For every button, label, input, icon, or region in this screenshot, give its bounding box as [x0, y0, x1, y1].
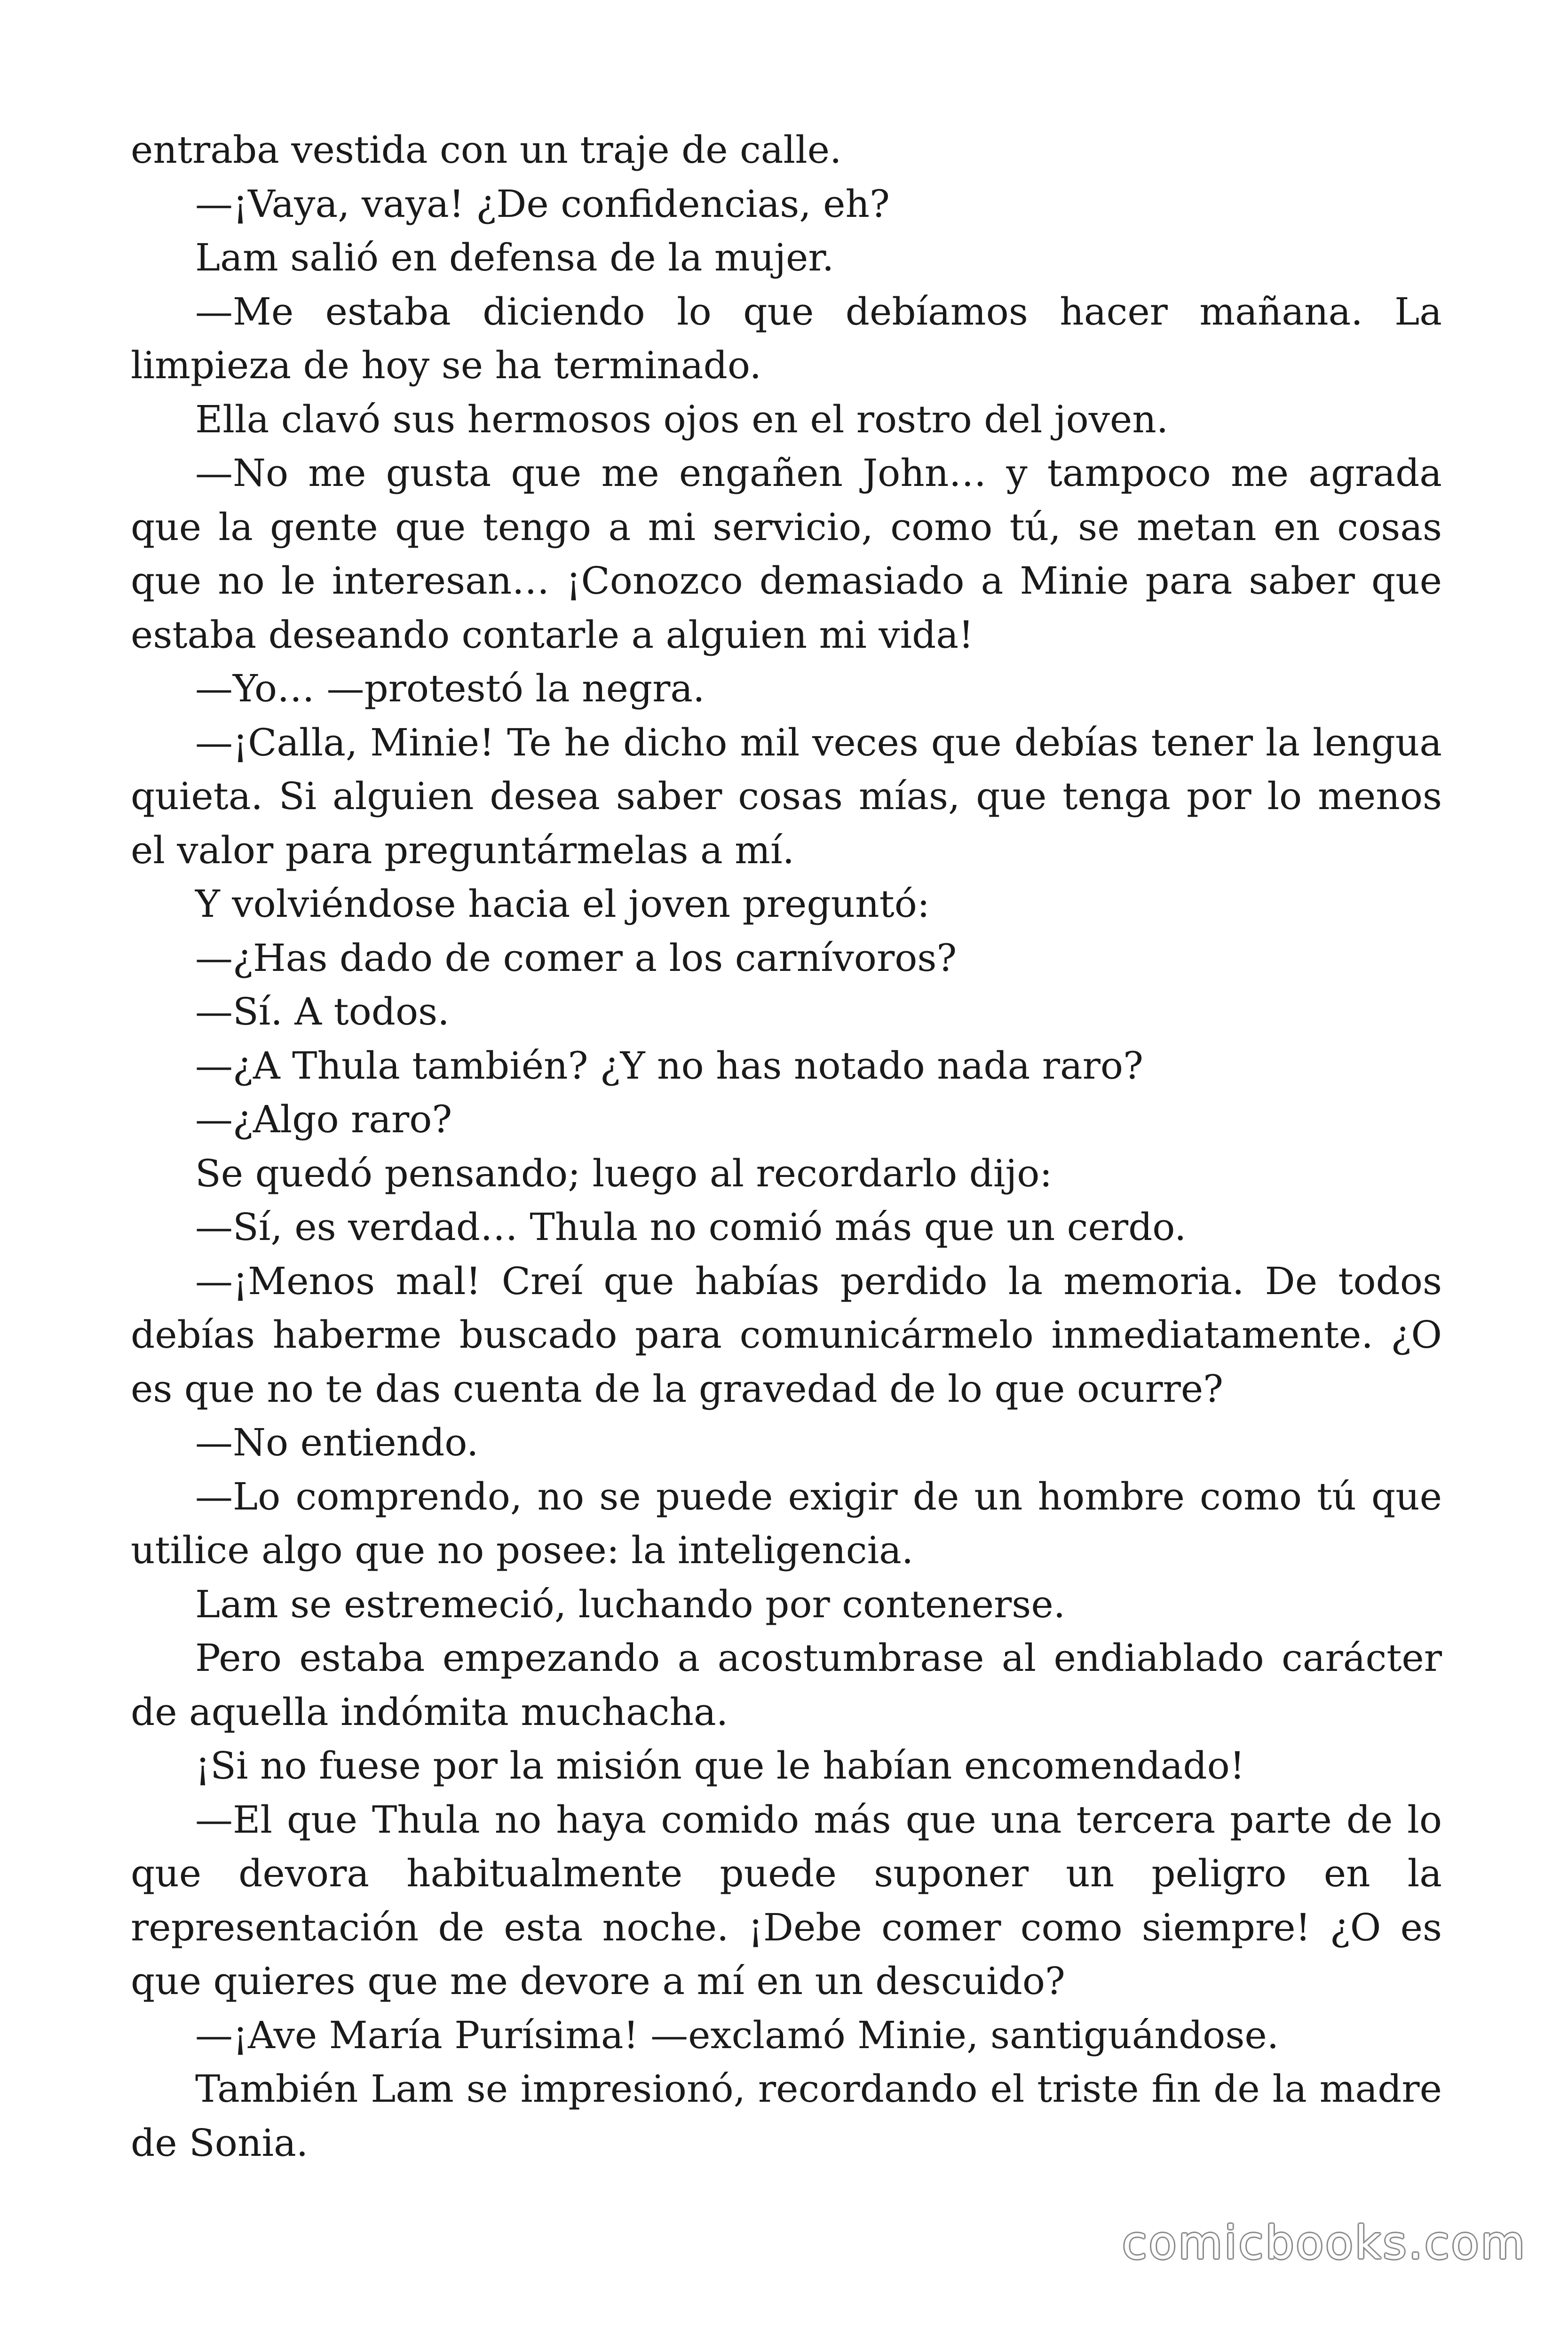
paragraph: Y volviéndose hacia el joven preguntó:: [195, 882, 930, 926]
paragraph: Lam salió en defensa de la mujer.: [195, 236, 834, 279]
paragraph: —¿Algo raro?: [195, 1097, 452, 1141]
body-text: [131, 123, 1442, 2170]
paragraph: Lam se estremeció, luchando por contenerse.: [195, 1582, 1066, 1626]
paragraph: —¡Calla, Minie! Te he dicho mil veces que debías tener la lengua quieta. Si alguien desea saber cosas mías, que tenga por lo menos el valor para preguntármelas a mí.: [131, 720, 1442, 872]
paragraph: Pero estaba empezando a acostumbrase al endiablado carácter de aquella indómita muchacha.: [131, 1636, 1442, 1734]
paragraph: ¡Si no fuese por la misión que le habían encomendado!: [195, 1744, 1245, 1788]
paragraph: —¿Has dado de comer a los carnívoros?: [195, 936, 957, 980]
paragraph: —El que Thula no haya comido más que una tercera parte de lo que devora habitualmente puede suponer un peligro en la representación de esta noche. ¡Debe comer como siempre! ¿O es que quieres que me devore a mí en un descuido?: [131, 1797, 1442, 2003]
paragraph: entraba vestida con un traje de calle.: [131, 128, 842, 172]
paragraph: —¡Ave María Purísima! —exclamó Minie, santiguándose.: [195, 2013, 1279, 2057]
watermark: comicbooks.com: [1122, 2217, 1527, 2269]
paragraph: Se quedó pensando; luego al recordarlo dijo:: [195, 1151, 1053, 1195]
paragraph: —Yo… —protestó la negra.: [195, 667, 705, 710]
paragraph: También Lam se impresionó, recordando el triste fin de la madre de Sonia.: [131, 2067, 1442, 2165]
paragraph: —Lo comprendo, no se puede exigir de un hombre como tú que utilice algo que no posee: la inteligencia.: [131, 1474, 1442, 1572]
paragraph: —No me gusta que me engañen John… y tampoco me agrada que la gente que tengo a mi servicio, como tú, se metan en cosas que no le interesan… ¡Conozco demasiado a Minie para saber que estaba deseando contarle a alguien mi vida!: [131, 451, 1442, 657]
paragraph: —¿A Thula también? ¿Y no has notado nada raro?: [195, 1043, 1143, 1088]
paragraph: —No entiendo.: [195, 1421, 479, 1464]
paragraph: —Me estaba diciendo lo que debíamos hacer mañana. La limpieza de hoy se ha terminado.: [131, 289, 1442, 387]
paragraph: —¡Vaya, vaya! ¿De confidencias, eh?: [195, 182, 890, 226]
paragraph: —¡Menos mal! Creí que habías perdido la memoria. De todos debías haberme buscado para comunicármelo inmediatamente. ¿O es que no te das cuenta de la gravedad de lo que ocurre?: [131, 1259, 1442, 1411]
paragraph: Ella clavó sus hermosos ojos en el rostro del joven.: [195, 397, 1169, 441]
paragraph: —Sí. A todos.: [195, 990, 450, 1033]
paragraph: —Sí, es verdad… Thula no comió más que un cerdo.: [195, 1205, 1187, 1249]
